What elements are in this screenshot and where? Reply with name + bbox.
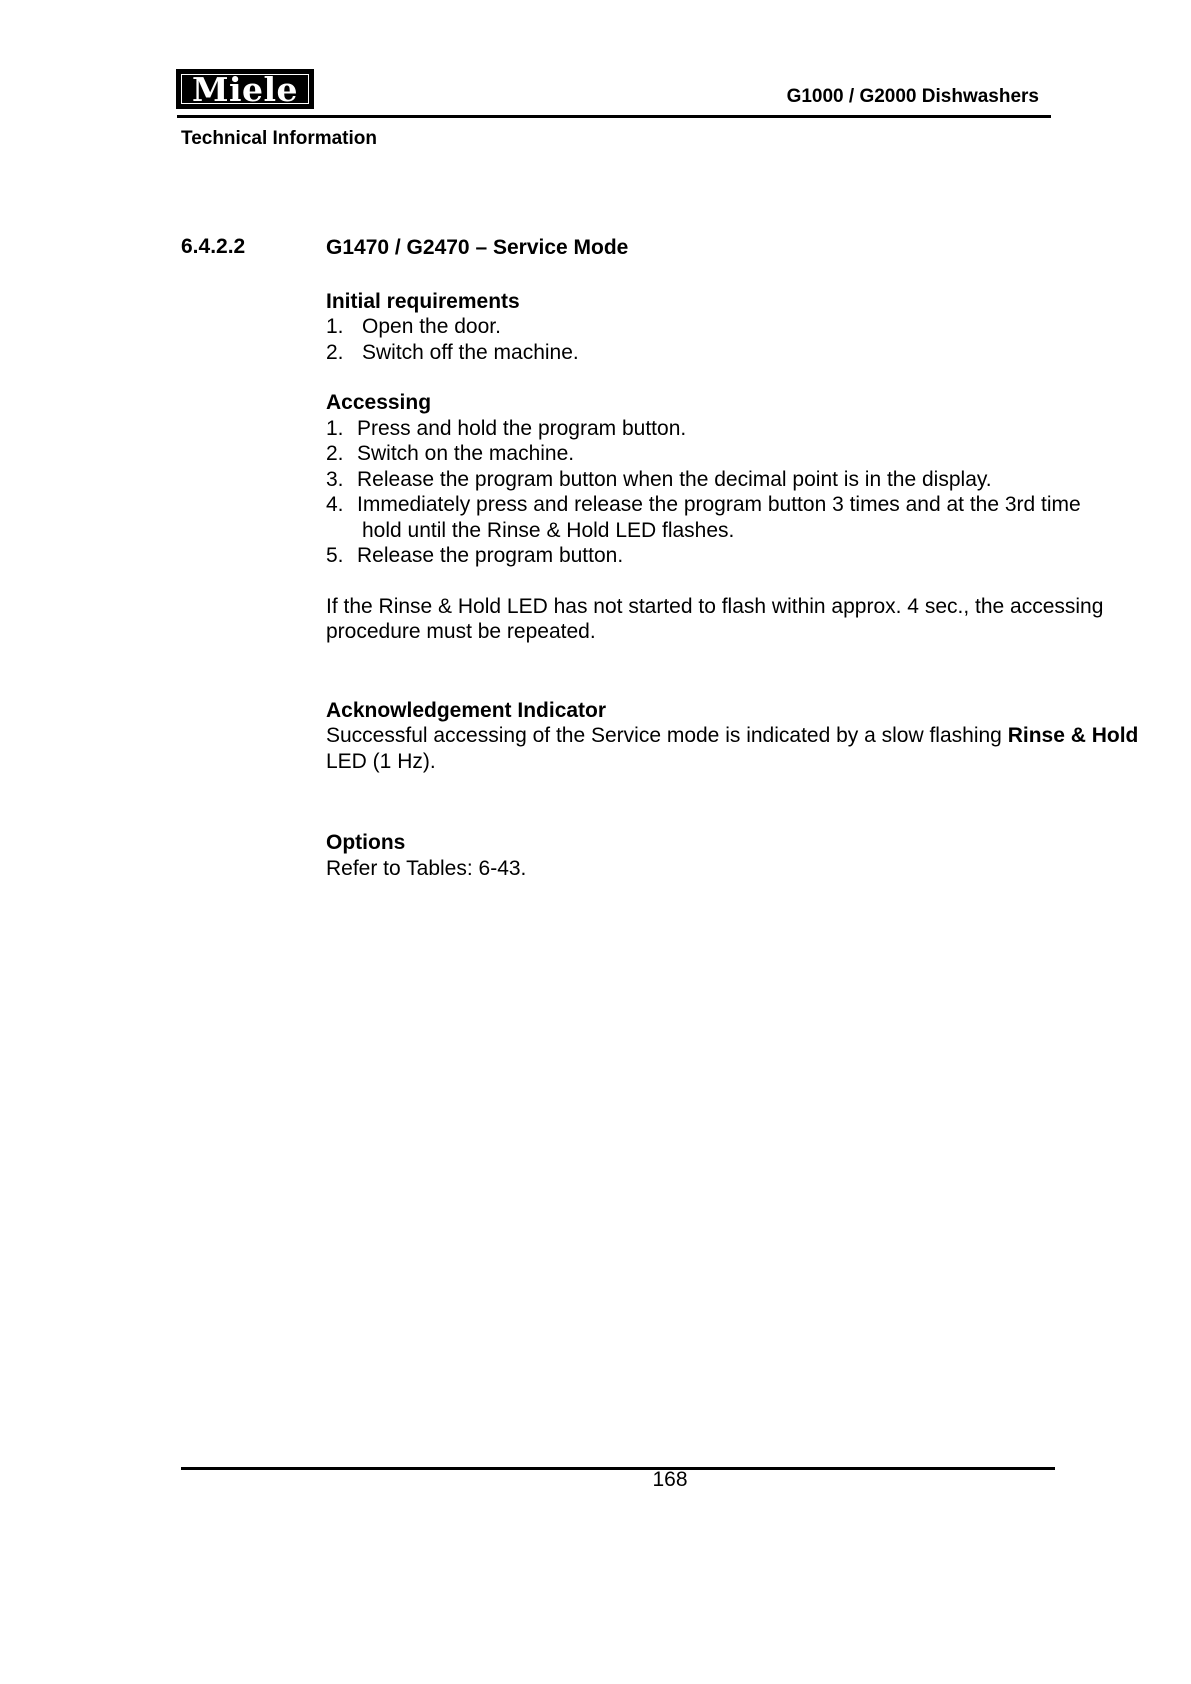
list-text: Switch on the machine. [357, 442, 575, 465]
list-item [326, 340, 1156, 366]
list-continuation: hold until the Rinse & Hold LED flashes. [362, 518, 735, 542]
logo-frame [181, 69, 309, 109]
ack-text-before: Successful accessing of the Service mode is indicated by a slow flashing [326, 724, 1008, 747]
list-item [326, 314, 1156, 340]
acknowledgement-heading: Acknowledgement Indicator [326, 698, 607, 722]
list-number: 5. [326, 544, 344, 567]
miele-logo [177, 70, 313, 108]
options-heading: Options [326, 831, 406, 854]
list-item [326, 467, 1156, 493]
list-text: Open the door. [362, 315, 501, 338]
list-item [326, 441, 1156, 467]
list-text: Release the program button. [357, 544, 624, 567]
initial-requirements-heading: Initial requirements [326, 289, 520, 313]
list-text: Release the program button when the decimal point is in the display. [357, 467, 992, 491]
acknowledgement-block [326, 698, 1156, 775]
ack-bold-text: Rinse & Hold [1007, 724, 1139, 747]
page-number: 168 [652, 1468, 688, 1491]
list-item [326, 416, 1156, 442]
options-block [326, 830, 1156, 881]
list-text: Press and hold the program button. [357, 416, 687, 440]
list-number: 1. [326, 315, 344, 338]
content-body [326, 235, 1156, 881]
document-title: G1000 / G2000 Dishwashers [786, 86, 1039, 107]
accessing-note: If the Rinse & Hold LED has not started to flash within approx. 4 sec., the accessing procedure must be repeated. [326, 594, 1104, 643]
acknowledgement-text [326, 723, 1156, 774]
header-rule [177, 115, 1051, 118]
list-item [326, 543, 1156, 569]
section-number: 6.4.2.2 [181, 235, 246, 258]
section-title: G1470 / G2470 – Service Mode [326, 236, 629, 259]
section-label: Technical Information [181, 128, 378, 149]
accessing-block [326, 390, 1156, 569]
list-text: Immediately press and release the program button 3 times and at the 3rd time [357, 493, 1081, 516]
initial-requirements-block [326, 289, 1156, 366]
list-number: 2. [326, 442, 344, 465]
list-number: 2. [326, 340, 344, 364]
list-text: Switch off the machine. [362, 340, 579, 364]
list-number: 3. [326, 467, 344, 491]
logo-text: Miele [191, 69, 299, 109]
list-number: 4. [326, 493, 344, 516]
options-text: Refer to Tables: 6-43. [326, 856, 527, 880]
list-number: 1. [326, 416, 344, 440]
list-item [326, 492, 1156, 518]
ack-text-after: LED (1 Hz). [326, 749, 436, 773]
accessing-heading: Accessing [326, 391, 432, 414]
